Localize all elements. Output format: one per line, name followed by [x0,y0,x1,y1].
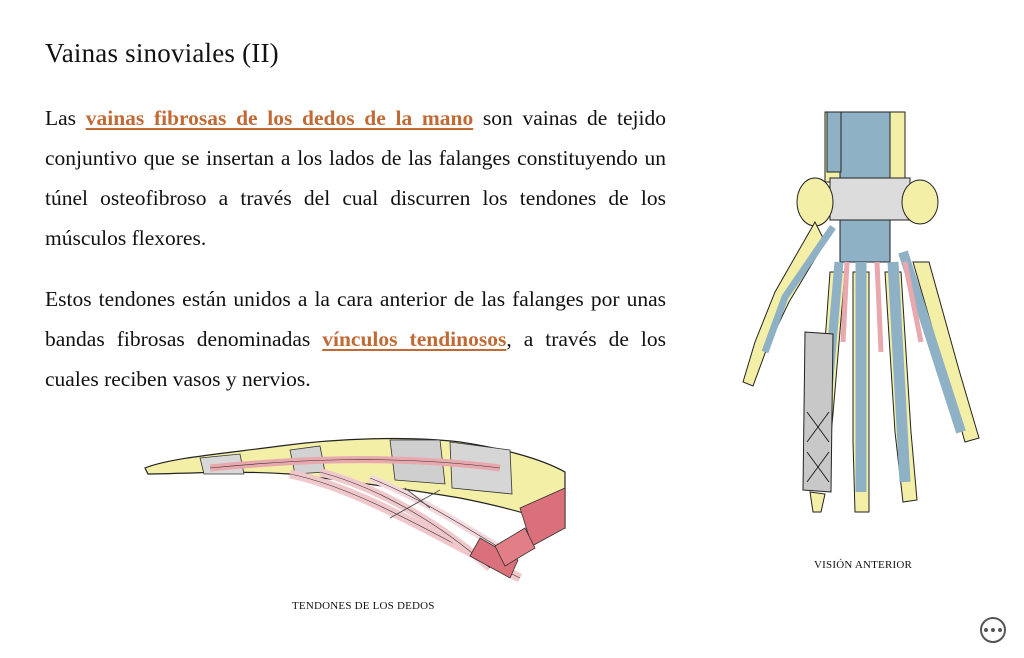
paragraph2-before: Estos tendones están unidos a la cara anterior de las falanges por unas bandas fibrosas denominadas [45,287,666,351]
link-fibrous-sheaths[interactable]: vainas fibrosas de los dedos de la mano [85,106,474,130]
more-options-icon[interactable] [980,617,1006,643]
caption-finger-tendons: TENDONES DE LOS DEDOS [292,600,435,612]
link-tendinous-vincula[interactable]: vínculos tendinosos [322,327,507,351]
dot [998,628,1002,632]
paragraph1-before: Las [45,106,86,130]
dot [984,628,988,632]
finger-tendons-illustration [140,428,570,588]
paragraph-tendinous-vincula [45,279,666,399]
page-title: Vainas sinoviales (II) [45,38,279,68]
hand-anterior-illustration [735,112,985,522]
paragraph-fibrous-sheaths [45,98,666,258]
dot [991,628,995,632]
caption-anterior-view: VISIÓN ANTERIOR [814,559,913,571]
paragraph1-after: son vainas de tejido conjuntivo que se insertan a los lados de las falanges constituyendo un túnel osteofibroso a través del cual discurren los tendones de los músculos flexores. [45,106,666,250]
paragraph2-after: , a través de los cuales reciben vasos y nervios. [45,327,666,391]
